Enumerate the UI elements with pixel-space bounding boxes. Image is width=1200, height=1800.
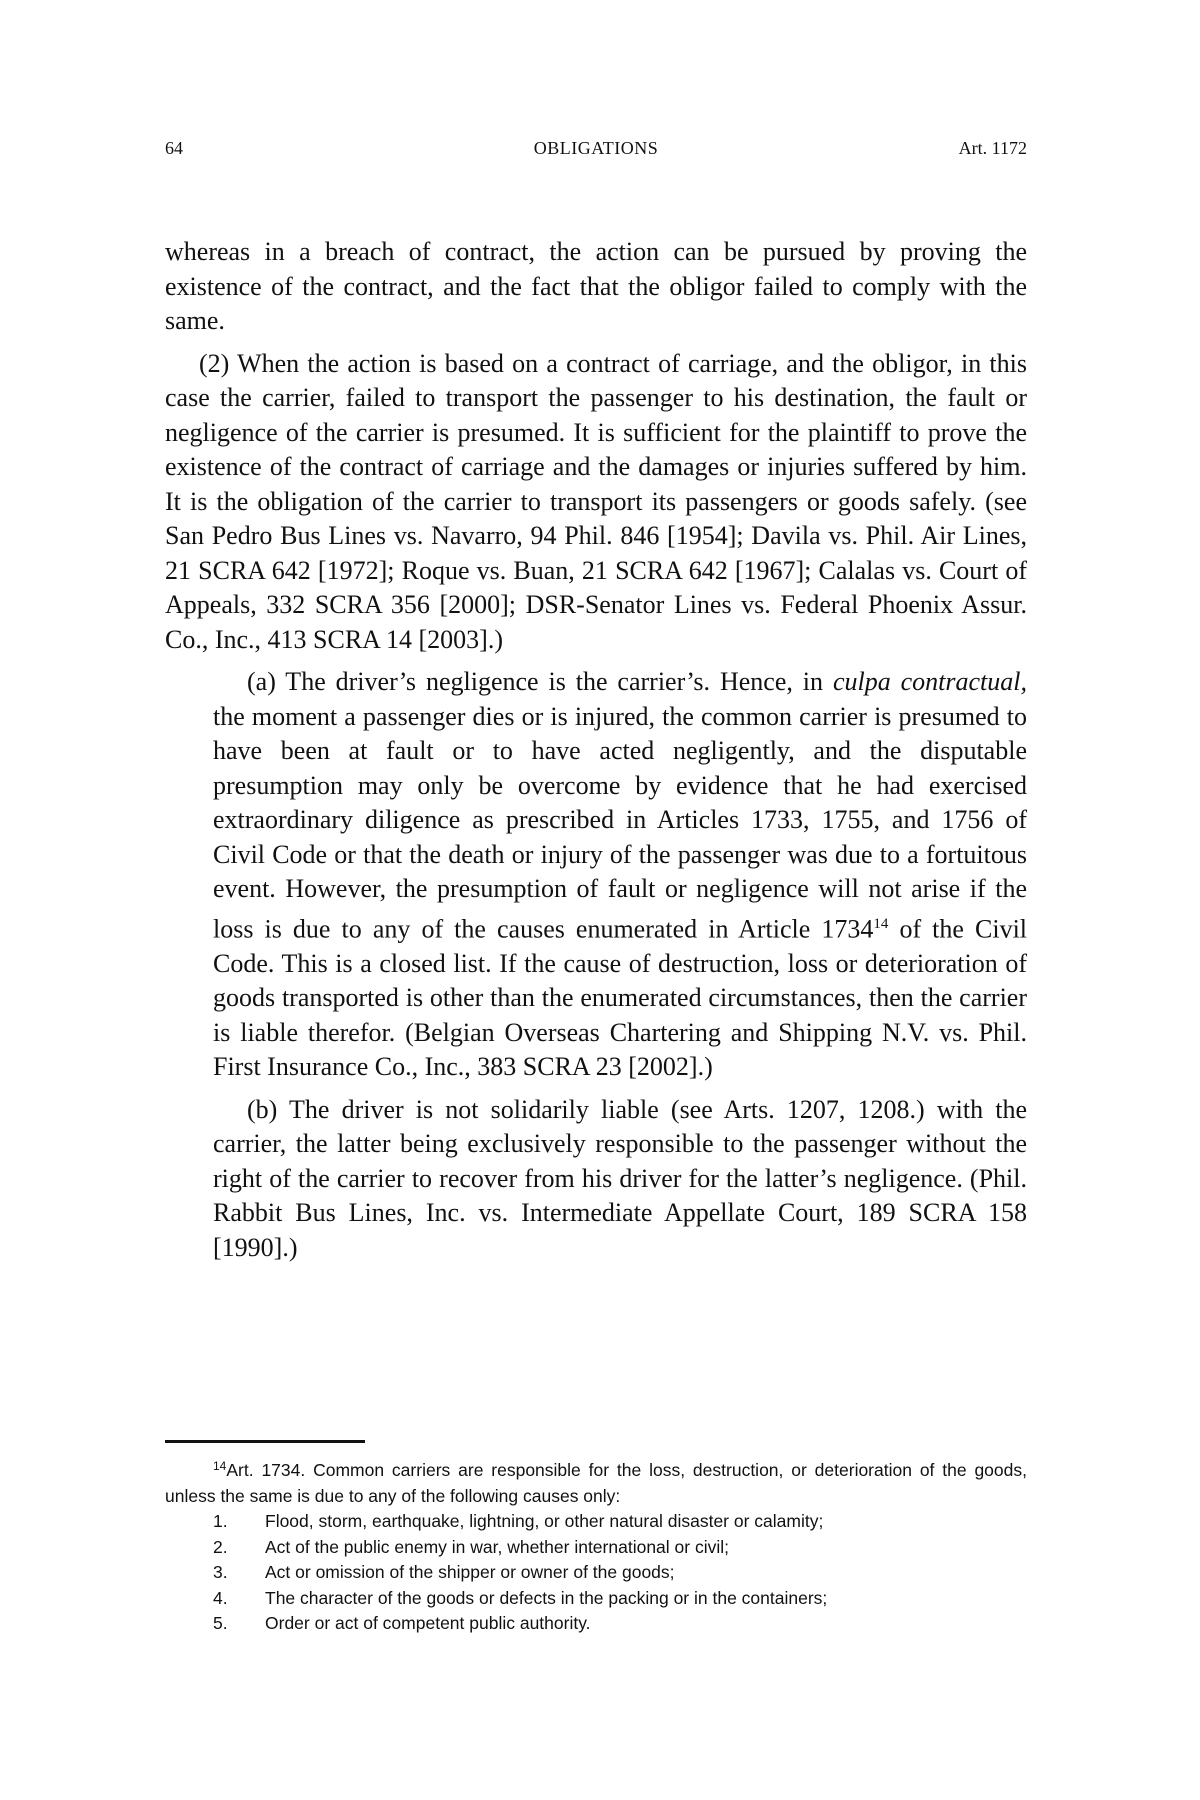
para-a-lead: (a) The driver’s negligence is the carrier’s. Hence, in: [247, 667, 824, 696]
para-a-italic-term: culpa contractual,: [832, 667, 1028, 696]
running-head: [165, 138, 1027, 164]
body-text: [165, 235, 1027, 1273]
list-item: [165, 1560, 1027, 1586]
paragraph-contract-of-carriage: (2) When the action is based on a contract of carriage, and the obligor, in this case the carrier, failed to transport the passenger to his destination, the fault or negligence of the carrier is presumed. It is sufficient for the plaintiff to prove the existence of the contract of carriage and the damages or injuries suffered by him. It is the obligation of the carrier to transport its passengers or goods safely. (see San Pedro Bus Lines vs. Navarro, 94 Phil. 846 [1954]; Davila vs. Phil. Air Lines, 21 SCRA 642 [1972]; Roque vs. Buan, 21 SCRA 642 [1967]; Calalas vs. Court of Appeals, 332 SCRA 356 [2000]; DSR-Senator Lines vs. Federal Phoenix Assur. Co., Inc., 413 SCRA 14 [2003].): [165, 348, 1027, 654]
list-number: 5.: [213, 1613, 228, 1633]
list-item: [165, 1535, 1027, 1561]
paragraph-a-driver-negligence: [213, 665, 1027, 1085]
list-item: [165, 1509, 1027, 1535]
list-text: Act of the public enemy in war, whether international or civil;: [265, 1536, 729, 1557]
page-number: 64: [165, 138, 183, 158]
list-number: 4.: [213, 1587, 228, 1608]
causes-list: [165, 1509, 1027, 1637]
footnotes: [165, 1454, 1027, 1637]
footnote-divider: [165, 1440, 365, 1443]
list-text: The character of the goods or defects in the packing or in the containers;: [265, 1587, 828, 1608]
footnote-reference[interactable]: 14: [873, 915, 889, 932]
footnote-text: Art. 1734. Common carriers are responsible for the loss, destruction, or deterioration of the goods, unless the same is due to any of the following causes only:: [165, 1460, 1027, 1506]
list-text: Act or omission of the shipper or owner of the goods;: [265, 1562, 675, 1582]
list-item: [165, 1586, 1027, 1612]
list-text: Order or act of competent public authority.: [265, 1613, 591, 1633]
list-number: 3.: [213, 1562, 228, 1582]
list-number: 1.: [213, 1511, 228, 1531]
list-number: 2.: [213, 1536, 228, 1557]
paragraph-b-solidary-liability: (b) The driver is not solidarily liable (see Arts. 1207, 1208.) with the carrier, the latter being exclusively responsible to the passenger without the right of the carrier to recover from his driver for the latter’s negligence. (Phil. Rabbit Bus Lines, Inc. vs. Intermediate Appellate Court, 189 SCRA 158 [1990].): [213, 1094, 1027, 1262]
list-item: [165, 1611, 1027, 1637]
footnote-marker: 14: [213, 1459, 227, 1473]
footnote-14: [165, 1454, 1027, 1509]
list-text: Flood, storm, earthquake, lightning, or other natural disaster or calamity;: [265, 1511, 824, 1531]
article-reference: Art. 1172: [958, 138, 1027, 158]
chapter-title: OBLIGATIONS: [533, 138, 659, 158]
paragraph-continuation: whereas in a breach of contract, the action can be pursued by proving the existence of the contract, and the fact that the obligor failed to comply with the same.: [165, 237, 1027, 335]
para-a-text-continued: of the Civil Code. This is a closed list. If the cause of destruction, loss or deterioration of goods transported is other than the enumerated circumstances, then the carrier is liable therefor. (Belgian Overseas Chartering and Shipping N.V. vs. Phil. First Insurance Co., Inc., 383 SCRA 23 [2002].): [213, 914, 1028, 1082]
para-a-text: the moment a passenger dies or is injured, the common carrier is presumed to have been at fault or to have acted negligently, and the disputable presumption may only be overcome by evidence that he had exercised extraordinary diligence as prescribed in Articles 1733, 1755, and 1756 of Civil Code or that the death or injury of the passenger was due to a fortuitous event. However, the presumption of fault or negligence will not arise if the loss is due to any of the causes enumerated in Article 1734: [213, 701, 1027, 944]
